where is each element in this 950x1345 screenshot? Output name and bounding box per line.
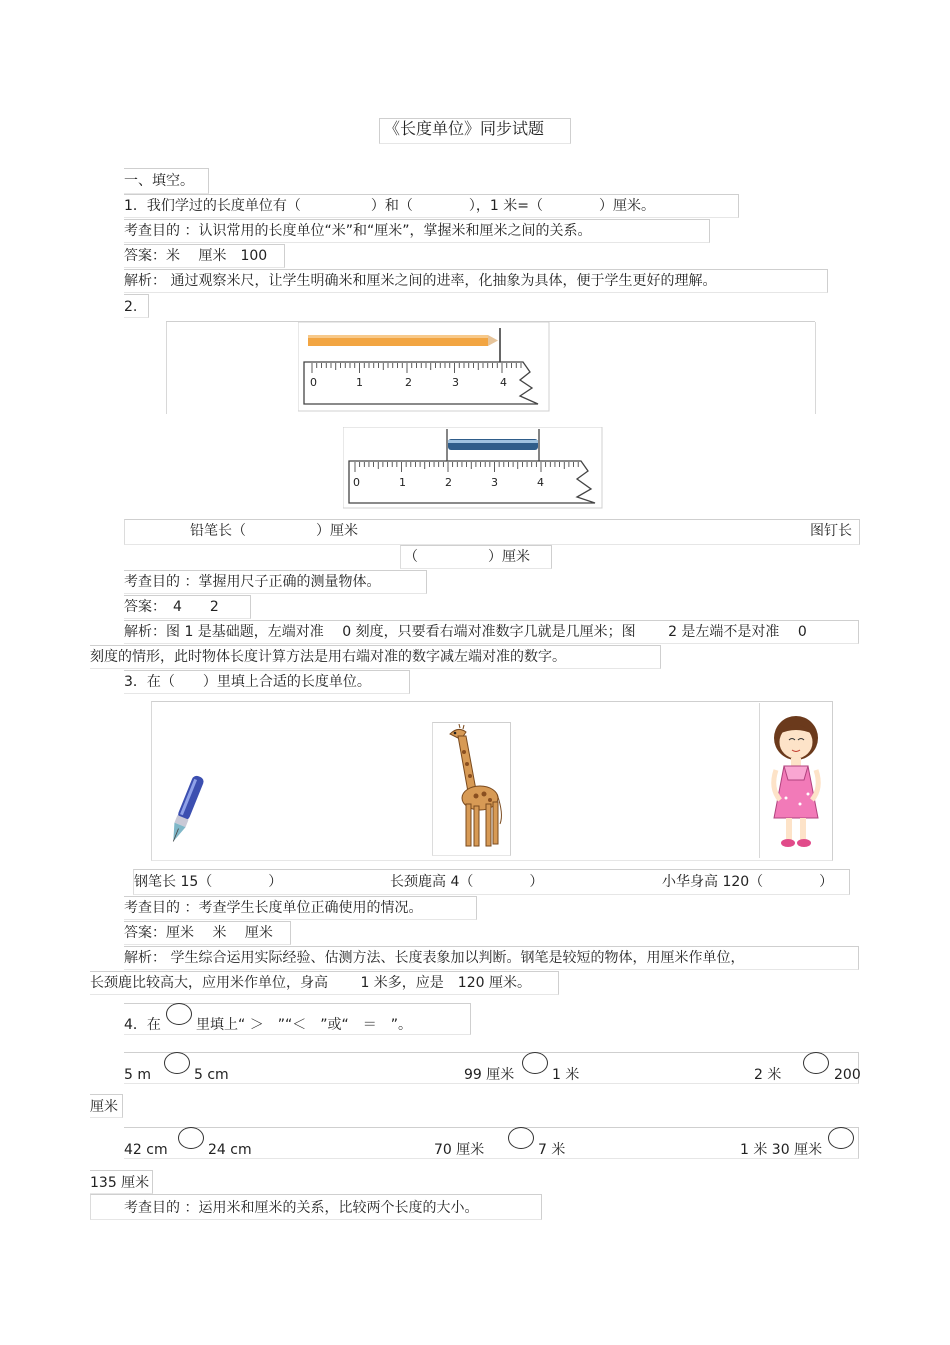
giraffe-icon [436, 724, 506, 852]
q4-answer-circle[interactable] [803, 1052, 829, 1074]
q2-frame-right [815, 322, 816, 414]
q2-answer: 答案： 4 2 [124, 599, 219, 615]
q4-r2-d: 7 米 [538, 1142, 566, 1158]
nail-length-label-a: 图钉长 [810, 523, 852, 539]
q4-r1-tail: 厘米 [90, 1099, 118, 1115]
q3-text: 3．在（ ）里填上合适的长度单位。 [124, 674, 371, 690]
ruler2-tick-label: 4 [537, 476, 544, 489]
q4-r1-e: 2 米 [754, 1067, 782, 1083]
q3-pen-label: 钢笔长 15（ ） [134, 874, 283, 890]
nail-length-label-b: （ ）厘米 [404, 549, 530, 565]
q3-girl-label: 小华身高 120（ ） [662, 874, 834, 890]
q4-answer-circle[interactable] [508, 1127, 534, 1149]
ruler1-tick-label: 0 [310, 376, 317, 389]
girl-icon [766, 710, 826, 852]
q4-r2-tail: 135 厘米 [90, 1175, 150, 1191]
pencil-ruler-figure [298, 322, 550, 412]
q4-r1-c: 99 厘米 [464, 1067, 515, 1083]
q1-analysis: 解析： 通过观察米尺，让学生明确米和厘米之间的进率，化抽象为具体，便于学生更好的理解。 [124, 273, 717, 289]
section-heading: 一、填空。 [124, 173, 194, 189]
ruler1-tick-label: 3 [452, 376, 459, 389]
ruler1-tick-label: 1 [356, 376, 363, 389]
girl-frame-left [759, 703, 760, 858]
ruler2-tick-label: 0 [353, 476, 360, 489]
q4-r1-a: 5 m [124, 1067, 151, 1083]
q4-purpose: 考查目的 ：运用米和厘米的关系，比较两个长度的大小。 [124, 1200, 479, 1216]
q3-purpose: 考查目的 ：考查学生长度单位正确使用的情况。 [124, 900, 423, 916]
q4-r2-c: 70 厘米 [434, 1142, 485, 1158]
q4-r2-e: 1 米 30 厘米 [740, 1142, 823, 1158]
pencil-length-label: 铅笔长（ ）厘米 [190, 523, 358, 539]
q3-analysis-line1: 解析： 学生综合运用实际经验、估测方法、长度表象加以判断。钢笔是较短的物体，用厘米作单位， [124, 950, 745, 966]
q3-giraffe-label: 长颈鹿高 4（ ） [390, 874, 544, 890]
ruler1-tick-label: 2 [405, 376, 412, 389]
q3-answer: 答案：厘米 米 厘米 [124, 925, 273, 941]
q2-number: 2. [124, 299, 138, 315]
q4-r2-a: 42 cm [124, 1142, 168, 1158]
ruler2-tick-label: 3 [491, 476, 498, 489]
q1-text: 1．我们学过的长度单位有（ ）和（ ），1 米=（ ）厘米。 [124, 198, 655, 214]
q4-answer-circle[interactable] [522, 1052, 548, 1074]
ruler2-tick-label: 1 [399, 476, 406, 489]
q4-r1-d: 1 米 [552, 1067, 580, 1083]
q4-r1-f: 200 [834, 1067, 861, 1083]
page-title: 《长度单位》同步试题 [384, 119, 545, 138]
q1-purpose: 考查目的 ：认识常用的长度单位“米”和“厘米”，掌握米和厘米之间的关系。 [124, 223, 592, 239]
q2-purpose: 考查目的 ：掌握用尺子正确的测量物体。 [124, 574, 381, 590]
q2-analysis-line2: 刻度的情形，此时物体长度计算方法是用右端对准的数字减左端对准的数字。 [90, 649, 566, 665]
q1-answer: 答案：米 厘米 100 [124, 248, 268, 264]
q4-answer-circle[interactable] [164, 1052, 190, 1074]
ruler1-tick-label: 4 [500, 376, 507, 389]
q4-answer-circle[interactable] [828, 1127, 854, 1149]
q4-r1-b: 5 cm [194, 1067, 229, 1083]
q3-analysis-line2: 长颈鹿比较高大，应用米作单位，身高 1 米多，应是 120 厘米。 [90, 975, 531, 991]
q2-analysis-line1: 解析：图 1 是基础题，左端对准 0 刻度，只要看右端对准数字几就是几厘米；图 2 是左端不是对准 0 [124, 624, 807, 640]
nail-ruler-figure [343, 427, 603, 509]
ruler2-tick-label: 2 [445, 476, 452, 489]
q4-answer-circle[interactable] [178, 1127, 204, 1149]
q4-example-circle [166, 1003, 192, 1025]
q4-prefix: 4．在 [124, 1017, 161, 1033]
fountain-pen-icon [165, 770, 207, 850]
q4-r2-b: 24 cm [208, 1142, 252, 1158]
q2-frame-left [166, 322, 167, 414]
q4-suffix: 里填上“ ＞ ”“＜ ”或“ ＝ ”。 [196, 1017, 412, 1033]
